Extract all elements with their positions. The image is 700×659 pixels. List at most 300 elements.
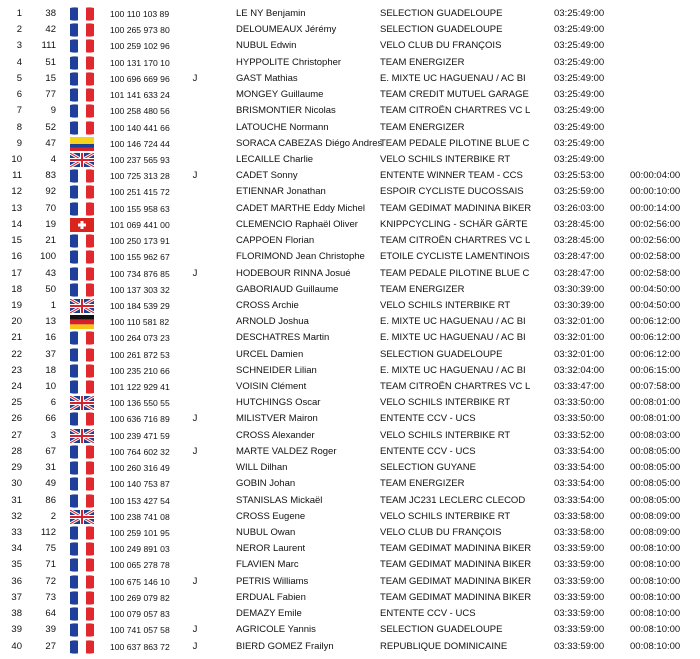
uci-cell: 100 741 057 58 [110, 625, 170, 636]
rank-cell: 16 [11, 251, 22, 263]
time-cell: 03:28:45:00 [554, 218, 605, 230]
team-cell: TEAM PEDALE PILOTINE BLUE C [380, 137, 530, 149]
uci-cell: 100 265 973 80 [110, 25, 170, 36]
gap-cell: 00:08:10:00 [630, 608, 681, 620]
time-cell: 03:32:01:00 [554, 348, 605, 360]
bib-cell: 86 [45, 494, 56, 506]
flag-fr-icon [70, 558, 94, 572]
bib-cell: 52 [45, 121, 56, 133]
flag-fr-icon [70, 542, 94, 556]
name-cell: HUTCHINGS Oscar [236, 397, 321, 409]
team-cell: SELECTION GUADELOUPE [380, 24, 503, 36]
name-cell: GOBIN Johan [236, 478, 296, 490]
name-cell: CADET Sonny [236, 170, 298, 182]
team-cell: E. MIXTE UC HAGUENAU / AC BI [380, 364, 526, 376]
gap-cell: 00:08:09:00 [630, 510, 681, 522]
bib-cell: 19 [45, 218, 56, 230]
result-row [0, 6, 700, 22]
time-cell: 03:26:03:00 [554, 202, 605, 214]
team-cell: ENTENTE CCV - UCS [380, 608, 476, 620]
bib-cell: 18 [45, 364, 56, 376]
bib-cell: 50 [45, 283, 56, 295]
uci-cell: 100 137 303 32 [110, 284, 170, 295]
time-cell: 03:25:49:00 [554, 121, 605, 133]
uci-cell: 100 251 415 72 [110, 187, 170, 198]
rank-cell: 9 [16, 137, 22, 149]
flag-fr-icon [70, 88, 94, 102]
time-cell: 03:33:52:00 [554, 429, 605, 441]
team-cell: VELO SCHILS INTERBIKE RT [380, 510, 511, 522]
result-row [0, 574, 700, 590]
team-cell: SELECTION GUADELOUPE [380, 624, 503, 636]
cat-cell: J [192, 170, 198, 182]
rank-cell: 35 [11, 559, 22, 571]
rank-cell: 29 [11, 462, 22, 474]
bib-cell: 1 [50, 299, 56, 311]
team-cell: TEAM PEDALE PILOTINE BLUE C [380, 267, 530, 279]
name-cell: VOISIN Clément [236, 381, 307, 393]
team-cell: VELO CLUB DU FRANÇOIS [380, 40, 502, 52]
time-cell: 03:33:59:00 [554, 575, 605, 587]
time-cell: 03:33:47:00 [554, 381, 605, 393]
result-row [0, 411, 700, 427]
uci-cell: 100 140 753 87 [110, 479, 170, 490]
team-cell: ETOILE CYCLISTE LAMENTINOIS [380, 251, 530, 263]
team-cell: TEAM ENERGIZER [380, 478, 465, 490]
name-cell: MONGEY Guillaume [236, 89, 324, 101]
name-cell: STANISLAS Mickaël [236, 494, 323, 506]
flag-fr-icon [70, 39, 94, 53]
team-cell: ESPOIR CYCLISTE DUCOSSAIS [380, 186, 524, 198]
gap-cell: 00:08:10:00 [630, 591, 681, 603]
time-cell: 03:25:59:00 [554, 186, 605, 198]
flag-fr-icon [70, 348, 94, 362]
team-cell: TEAM CITROËN CHARTRES VC L [380, 105, 531, 117]
bib-cell: 4 [50, 153, 56, 165]
team-cell: REPUBLIQUE DOMINICAINE [380, 640, 508, 652]
bib-cell: 73 [45, 591, 56, 603]
bib-cell: 112 [40, 527, 56, 538]
bib-cell: 13 [45, 316, 56, 328]
team-cell: TEAM ENERGIZER [380, 56, 465, 68]
uci-cell: 100 131 170 10 [110, 57, 170, 68]
bib-cell: 92 [45, 186, 56, 198]
uci-cell: 101 069 441 00 [110, 219, 170, 230]
rank-cell: 30 [11, 478, 22, 490]
bib-cell: 72 [45, 575, 56, 587]
name-cell: DEMAZY Emile [236, 608, 302, 620]
team-cell: E. MIXTE UC HAGUENAU / AC BI [380, 332, 526, 344]
bib-cell: 100 [40, 251, 56, 263]
gap-cell: 00:08:10:00 [630, 559, 681, 571]
gap-cell: 00:08:10:00 [630, 624, 681, 636]
name-cell: ARNOLD Joshua [236, 316, 309, 328]
flag-gb-icon [70, 396, 94, 410]
result-row [0, 103, 700, 119]
rank-cell: 2 [16, 24, 22, 36]
result-row [0, 87, 700, 103]
flag-fr-icon [70, 185, 94, 199]
team-cell: SELECTION GUADELOUPE [380, 8, 503, 19]
team-cell: VELO SCHILS INTERBIKE RT [380, 153, 511, 165]
team-cell: TEAM CREDIT MUTUEL GARAGE [380, 89, 529, 101]
uci-cell: 100 269 079 82 [110, 592, 170, 603]
flag-fr-icon [70, 331, 94, 345]
flag-gb-icon [70, 299, 94, 313]
time-cell: 03:25:49:00 [554, 72, 605, 84]
uci-cell: 100 079 057 83 [110, 609, 170, 620]
cat-cell: J [192, 575, 198, 587]
name-cell: ERDUAL Fabien [236, 591, 306, 603]
uci-cell: 100 734 876 85 [110, 268, 170, 279]
result-row [0, 249, 700, 265]
result-row [0, 606, 700, 622]
gap-cell: 00:02:58:00 [630, 267, 681, 279]
team-cell: VELO SCHILS INTERBIKE RT [380, 397, 511, 409]
name-cell: DELOUMEAUX Jérémy [236, 24, 337, 36]
team-cell: ENTENTE CCV - UCS [380, 413, 476, 425]
flag-fr-icon [70, 477, 94, 491]
flag-fr-icon [70, 607, 94, 621]
uci-cell: 100 696 669 96 [110, 73, 170, 84]
time-cell: 03:25:49:00 [554, 8, 605, 19]
team-cell: VELO SCHILS INTERBIKE RT [380, 429, 511, 441]
rank-cell: 31 [11, 494, 22, 506]
result-row [0, 22, 700, 38]
name-cell: CADET MARTHE Eddy Michel [236, 202, 365, 214]
uci-cell: 100 153 427 54 [110, 495, 170, 506]
team-cell: TEAM GEDIMAT MADININA BIKER [380, 543, 532, 555]
rank-cell: 37 [11, 591, 22, 603]
name-cell: FLORIMOND Jean Christophe [236, 251, 365, 263]
rank-cell: 5 [16, 72, 22, 84]
flag-fr-icon [70, 575, 94, 589]
rank-cell: 13 [11, 202, 22, 214]
flag-fr-icon [70, 591, 94, 605]
uci-cell: 100 235 210 66 [110, 365, 170, 376]
team-cell: TEAM GEDIMAT MADININA BIKER [380, 575, 532, 587]
flag-gb-icon [70, 429, 94, 443]
result-row [0, 639, 700, 655]
uci-cell: 100 155 958 63 [110, 203, 170, 214]
bib-cell: 21 [45, 235, 56, 247]
team-cell: E. MIXTE UC HAGUENAU / AC BI [380, 72, 526, 84]
time-cell: 03:25:53:00 [554, 170, 605, 182]
rank-cell: 25 [11, 397, 22, 409]
cat-cell: J [192, 624, 198, 636]
name-cell: URCEL Damien [236, 348, 304, 360]
bib-cell: 64 [45, 608, 56, 620]
gap-cell: 00:00:10:00 [630, 186, 681, 198]
flag-fr-icon [70, 380, 94, 394]
flag-fr-icon [70, 169, 94, 183]
flag-fr-icon [70, 526, 94, 540]
name-cell: LECAILLE Charlie [236, 153, 314, 165]
bib-cell: 66 [45, 413, 56, 425]
flag-co-icon [70, 137, 94, 151]
result-row [0, 201, 700, 217]
bib-cell: 77 [45, 89, 56, 101]
name-cell: DESCHATRES Martin [236, 332, 330, 344]
bib-cell: 42 [45, 24, 56, 36]
uci-cell: 100 258 480 56 [110, 106, 170, 117]
bib-cell: 37 [45, 348, 56, 360]
rank-cell: 1 [16, 8, 22, 19]
uci-cell: 100 184 539 29 [110, 300, 170, 311]
uci-cell: 100 725 313 28 [110, 171, 170, 182]
name-cell: GAST Mathias [236, 72, 298, 84]
result-row [0, 525, 700, 541]
uci-cell: 100 261 872 53 [110, 349, 170, 360]
flag-fr-icon [70, 623, 94, 637]
flag-fr-icon [70, 283, 94, 297]
rank-cell: 28 [11, 445, 22, 457]
bib-cell: 39 [45, 624, 56, 636]
flag-fr-icon [70, 202, 94, 216]
bib-cell: 47 [45, 137, 56, 149]
gap-cell: 00:08:05:00 [630, 494, 681, 506]
uci-cell: 100 764 602 32 [110, 446, 170, 457]
bib-cell: 2 [50, 510, 56, 522]
time-cell: 03:32:04:00 [554, 364, 605, 376]
rank-cell: 18 [11, 283, 22, 295]
rank-cell: 11 [12, 170, 22, 182]
rank-cell: 21 [11, 332, 22, 344]
name-cell: CROSS Alexander [236, 429, 315, 441]
time-cell: 03:32:01:00 [554, 332, 605, 344]
time-cell: 03:33:50:00 [554, 413, 605, 425]
result-row [0, 428, 700, 444]
name-cell: LATOUCHE Normann [236, 121, 329, 133]
flag-fr-icon [70, 640, 94, 654]
result-row [0, 266, 700, 282]
rank-cell: 22 [11, 348, 22, 360]
name-cell: SCHNEIDER Lilian [236, 364, 317, 376]
bib-cell: 75 [45, 543, 56, 555]
flag-de-icon [70, 315, 94, 329]
flag-fr-icon [70, 56, 94, 70]
rank-cell: 38 [11, 608, 22, 620]
result-row [0, 460, 700, 476]
gap-cell: 00:04:50:00 [630, 283, 681, 295]
uci-cell: 100 237 565 93 [110, 154, 170, 165]
result-row [0, 444, 700, 460]
uci-cell: 101 122 929 41 [110, 382, 170, 393]
flag-fr-icon [70, 461, 94, 475]
result-row [0, 184, 700, 200]
uci-cell: 100 259 101 95 [110, 528, 170, 538]
uci-cell: 100 636 716 89 [110, 414, 170, 425]
time-cell: 03:28:45:00 [554, 235, 605, 247]
cat-cell: J [192, 445, 198, 457]
flag-fr-icon [70, 234, 94, 248]
gap-cell: 00:08:01:00 [630, 397, 681, 409]
flag-fr-icon [70, 72, 94, 86]
uci-cell: 100 249 891 03 [110, 544, 170, 555]
uci-cell: 101 141 633 24 [110, 90, 170, 101]
cat-cell: J [192, 640, 198, 652]
name-cell: NUBUL Edwin [236, 40, 297, 52]
team-cell: KNIPPCYCLING - SCHÄR GÄRTE [380, 218, 528, 230]
rank-cell: 17 [11, 267, 22, 279]
gap-cell: 00:06:12:00 [630, 348, 681, 360]
result-row [0, 330, 700, 346]
time-cell: 03:33:54:00 [554, 462, 605, 474]
result-row [0, 55, 700, 71]
name-cell: CLEMENCIO Raphaël Oliver [236, 218, 358, 230]
name-cell: HODEBOUR RINNA Josué [236, 267, 351, 279]
gap-cell: 00:00:14:00 [630, 202, 681, 214]
rank-cell: 12 [11, 186, 22, 198]
bib-cell: 51 [45, 56, 56, 68]
gap-cell: 00:02:56:00 [630, 235, 681, 247]
team-cell: TEAM GEDIMAT MADININA BIKER [380, 559, 532, 571]
name-cell: FLAVIEN Marc [236, 559, 299, 571]
result-row [0, 217, 700, 233]
rank-cell: 4 [16, 56, 22, 68]
team-cell: TEAM JC231 LECLERC CLECOD [380, 494, 526, 506]
time-cell: 03:33:54:00 [554, 494, 605, 506]
time-cell: 03:30:39:00 [554, 283, 605, 295]
rank-cell: 3 [16, 40, 22, 52]
bib-cell: 31 [45, 462, 56, 474]
time-cell: 03:33:59:00 [554, 640, 605, 652]
flag-gb-icon [70, 153, 94, 167]
result-row [0, 136, 700, 152]
time-cell: 03:25:49:00 [554, 24, 605, 36]
bib-cell: 49 [45, 478, 56, 490]
team-cell: TEAM CITROËN CHARTRES VC L [380, 381, 531, 393]
uci-cell: 100 238 741 08 [110, 511, 170, 522]
bib-cell: 67 [45, 445, 56, 457]
gap-cell: 00:08:05:00 [630, 445, 681, 457]
rank-cell: 15 [11, 235, 22, 247]
flag-fr-icon [70, 412, 94, 426]
rank-cell: 39 [11, 624, 22, 636]
time-cell: 03:33:54:00 [554, 478, 605, 490]
rank-cell: 34 [11, 543, 22, 555]
uci-cell: 100 637 863 72 [110, 641, 170, 652]
flag-fr-icon [70, 445, 94, 459]
bib-cell: 16 [45, 332, 56, 344]
rank-cell: 19 [11, 299, 22, 311]
name-cell: GABORIAUD Guillaume [236, 283, 339, 295]
flag-gb-icon [70, 510, 94, 524]
flag-fr-icon [70, 250, 94, 264]
name-cell: CROSS Eugene [236, 510, 306, 522]
result-row [0, 590, 700, 606]
time-cell: 03:33:58:00 [554, 510, 605, 522]
gap-cell: 00:08:09:00 [630, 527, 681, 538]
results-table [0, 6, 700, 655]
name-cell: HYPPOLITE Christopher [236, 56, 342, 68]
result-row [0, 282, 700, 298]
result-row [0, 493, 700, 509]
flag-fr-icon [70, 364, 94, 378]
name-cell: MILISTVER Mairon [236, 413, 318, 425]
uci-cell: 100 675 146 10 [110, 576, 170, 587]
gap-cell: 00:06:12:00 [630, 316, 681, 328]
time-cell: 03:25:49:00 [554, 137, 605, 149]
team-cell: SELECTION GUYANE [380, 462, 476, 474]
name-cell: NEROR Laurent [236, 543, 306, 555]
name-cell: AGRICOLE Yannis [236, 624, 316, 636]
flag-fr-icon [70, 104, 94, 118]
bib-cell: 111 [41, 40, 56, 52]
uci-cell: 100 260 316 49 [110, 463, 170, 474]
name-cell: SORACA CABEZAS Diégo Andres [236, 137, 383, 149]
rank-cell: 36 [11, 575, 22, 587]
team-cell: TEAM ENERGIZER [380, 121, 465, 133]
team-cell: VELO SCHILS INTERBIKE RT [380, 299, 511, 311]
gap-cell: 00:08:10:00 [630, 575, 681, 587]
name-cell: CROSS Archie [236, 299, 299, 311]
name-cell: ETIENNAR Jonathan [236, 186, 326, 198]
gap-cell: 00:04:50:00 [630, 299, 681, 311]
uci-cell: 100 146 724 44 [110, 138, 170, 149]
result-row [0, 509, 700, 525]
team-cell: TEAM GEDIMAT MADININA BIKER [380, 202, 532, 214]
bib-cell: 38 [45, 8, 56, 19]
gap-cell: 00:08:01:00 [630, 413, 681, 425]
rank-cell: 6 [16, 89, 22, 101]
result-row [0, 120, 700, 136]
name-cell: CAPPOEN Florian [236, 235, 315, 247]
flag-fr-icon [70, 494, 94, 508]
time-cell: 03:33:59:00 [554, 543, 605, 555]
bib-cell: 9 [50, 105, 56, 117]
cat-cell: J [192, 72, 198, 84]
name-cell: WILL Dilhan [236, 462, 288, 474]
time-cell: 03:33:58:00 [554, 527, 605, 538]
rank-cell: 26 [11, 413, 22, 425]
bib-cell: 15 [45, 72, 56, 84]
result-row [0, 476, 700, 492]
uci-cell: 100 250 173 91 [110, 236, 170, 247]
result-row [0, 622, 700, 638]
bib-cell: 3 [50, 429, 56, 441]
gap-cell: 00:08:03:00 [630, 429, 681, 441]
uci-cell: 100 110 103 89 [110, 9, 170, 19]
time-cell: 03:33:59:00 [554, 559, 605, 571]
gap-cell: 00:07:58:00 [630, 381, 681, 393]
result-row [0, 379, 700, 395]
uci-cell: 100 140 441 66 [110, 122, 170, 133]
gap-cell: 00:02:58:00 [630, 251, 681, 263]
cat-cell: J [192, 267, 198, 279]
uci-cell: 100 155 962 67 [110, 252, 170, 263]
cat-cell: J [192, 413, 198, 425]
gap-cell: 00:00:04:00 [630, 170, 681, 182]
name-cell: LE NY Benjamin [236, 8, 306, 19]
uci-cell: 100 110 581 82 [110, 317, 170, 328]
result-row [0, 152, 700, 168]
gap-cell: 00:06:12:00 [630, 332, 681, 344]
bib-cell: 10 [45, 381, 56, 393]
bib-cell: 6 [50, 397, 56, 409]
time-cell: 03:25:49:00 [554, 40, 605, 52]
name-cell: MARTE VALDEZ Roger [236, 445, 337, 457]
result-row [0, 298, 700, 314]
flag-fr-icon [70, 267, 94, 281]
rank-cell: 33 [11, 527, 22, 538]
name-cell: BIERD GOMEZ Frailyn [236, 640, 334, 652]
name-cell: PETRIS Williams [236, 575, 309, 587]
rank-cell: 27 [11, 429, 22, 441]
result-row [0, 347, 700, 363]
result-row [0, 314, 700, 330]
team-cell: VELO CLUB DU FRANÇOIS [380, 527, 502, 538]
